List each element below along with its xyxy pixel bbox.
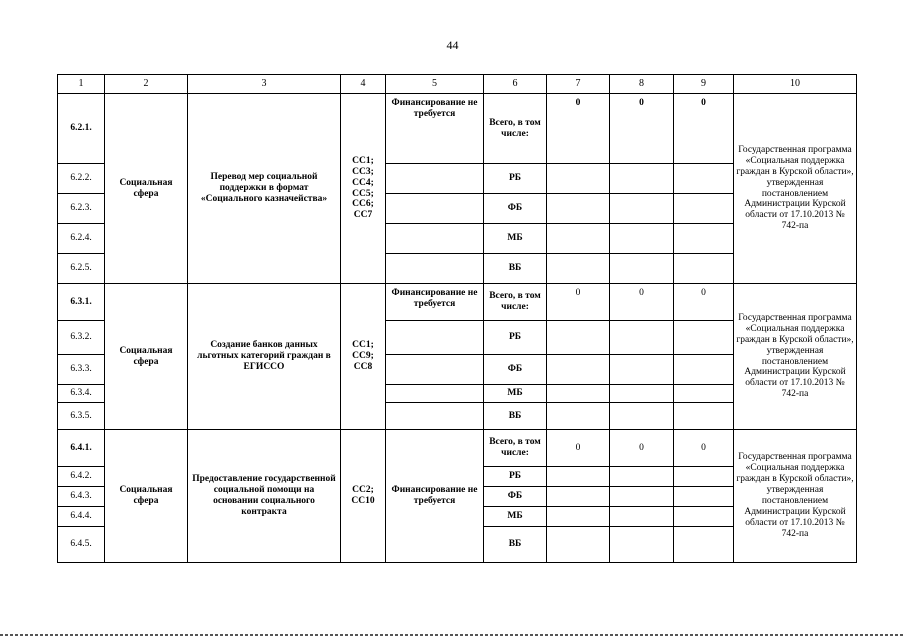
value-cell [610,487,674,507]
value-cell [610,467,674,487]
value-cell [547,254,610,284]
row-code: 6.4.3. [58,487,105,507]
measure-cell: Перевод мер социальной поддержки в формат «Социального казначейства» [188,94,341,284]
financing-cell [386,321,484,355]
value-cell [674,385,734,403]
fund-cell: МБ [484,385,547,403]
value-cell [547,467,610,487]
row-code: 6.4.1. [58,430,105,467]
sphere-cell: Социальная сфера [105,284,188,430]
row-code: 6.3.1. [58,284,105,321]
table-row [58,284,857,321]
value-cell: 0 [610,94,674,164]
value-cell [674,507,734,527]
value-cell [547,194,610,224]
row-code: 6.2.5. [58,254,105,284]
col-header: 10 [734,75,857,94]
value-cell [674,527,734,563]
col-header: 2 [105,75,188,94]
row-code: 6.3.3. [58,355,105,385]
value-cell [674,487,734,507]
financing-cell [386,355,484,385]
fund-cell: Всего, в том числе: [484,94,547,164]
scan-edge-line [0,634,905,636]
value-cell [610,403,674,430]
fund-cell: Всего, в том числе: [484,430,547,467]
value-cell [547,487,610,507]
program-cell: Государственная программа «Социальная поддержка граждан в Курской области», утвержденная постановлением Администрации Курской области от 17.10.2013 № 742-па [734,430,857,563]
table-row [58,94,857,164]
financing-cell [386,385,484,403]
col-header: 4 [341,75,386,94]
sphere-cell: Социальная сфера [105,430,188,563]
value-cell [610,254,674,284]
measure-cell: Предоставление государственной социальной помощи на основании социального контракта [188,430,341,563]
fund-cell: ФБ [484,194,547,224]
value-cell [674,403,734,430]
value-cell [547,355,610,385]
measure-cell: Создание банков данных льготных категорий граждан в ЕГИССО [188,284,341,430]
col-header: 5 [386,75,484,94]
fund-cell: ВБ [484,254,547,284]
value-cell [674,164,734,194]
fund-cell: МБ [484,507,547,527]
value-cell [610,355,674,385]
fund-cell: ФБ [484,487,547,507]
page-number: 44 [446,38,459,52]
value-cell: 0 [547,430,610,467]
header-row [58,75,857,94]
value-cell [547,403,610,430]
value-cell: 0 [547,284,610,321]
value-cell: 0 [610,284,674,321]
fund-cell: РБ [484,164,547,194]
financing-cell [386,164,484,194]
row-code: 6.3.2. [58,321,105,355]
program-cell: Государственная программа «Социальная поддержка граждан в Курской области», утвержденная постановлением Администрации Курской области от 17.10.2013 № 742-па [734,94,857,284]
value-cell [547,385,610,403]
row-code: 6.4.4. [58,507,105,527]
value-cell: 0 [674,94,734,164]
financing-cell [386,254,484,284]
row-code: 6.3.4. [58,385,105,403]
row-code: 6.4.5. [58,527,105,563]
col-header: 8 [610,75,674,94]
value-cell [674,194,734,224]
value-cell [674,254,734,284]
value-cell [610,164,674,194]
value-cell [674,224,734,254]
value-cell [674,355,734,385]
col-header: 1 [58,75,105,94]
value-cell [610,507,674,527]
fund-cell: ФБ [484,355,547,385]
row-code: 6.2.3. [58,194,105,224]
cc-cell: СС2; СС10 [341,430,386,563]
fund-cell: Всего, в том числе: [484,284,547,321]
col-header: 6 [484,75,547,94]
row-code: 6.3.5. [58,403,105,430]
value-cell [610,224,674,254]
value-cell [610,194,674,224]
financing-cell [386,224,484,254]
financing-cell [386,194,484,224]
fund-cell: РБ [484,321,547,355]
fund-cell: РБ [484,467,547,487]
financing-cell [386,403,484,430]
value-cell [547,164,610,194]
financing-cell: Финансирование не требуется [386,94,484,164]
value-cell [547,527,610,563]
col-header: 3 [188,75,341,94]
value-cell [547,507,610,527]
cc-cell: СС1; СС3; СС4; СС5; СС6; СС7 [341,94,386,284]
financing-cell: Финансирование не требуется [386,284,484,321]
value-cell: 0 [674,430,734,467]
row-code: 6.2.2. [58,164,105,194]
value-cell [610,385,674,403]
cc-cell: СС1; СС9; СС8 [341,284,386,430]
value-cell: 0 [674,284,734,321]
value-cell [547,224,610,254]
sphere-cell: Социальная сфера [105,94,188,284]
row-code: 6.2.4. [58,224,105,254]
financing-cell: Финансирование не требуется [386,430,484,563]
row-code: 6.4.2. [58,467,105,487]
value-cell: 0 [547,94,610,164]
value-cell: 0 [610,430,674,467]
measures-table [57,74,857,563]
fund-cell: ВБ [484,527,547,563]
program-cell: Государственная программа «Социальная поддержка граждан в Курской области», утвержденная постановлением Администрации Курской области от 17.10.2013 № 742-па [734,284,857,430]
col-header: 7 [547,75,610,94]
value-cell [674,321,734,355]
value-cell [547,321,610,355]
fund-cell: МБ [484,224,547,254]
value-cell [674,467,734,487]
row-code: 6.2.1. [58,94,105,164]
fund-cell: ВБ [484,403,547,430]
value-cell [610,321,674,355]
table-row [58,430,857,467]
col-header: 9 [674,75,734,94]
value-cell [610,527,674,563]
